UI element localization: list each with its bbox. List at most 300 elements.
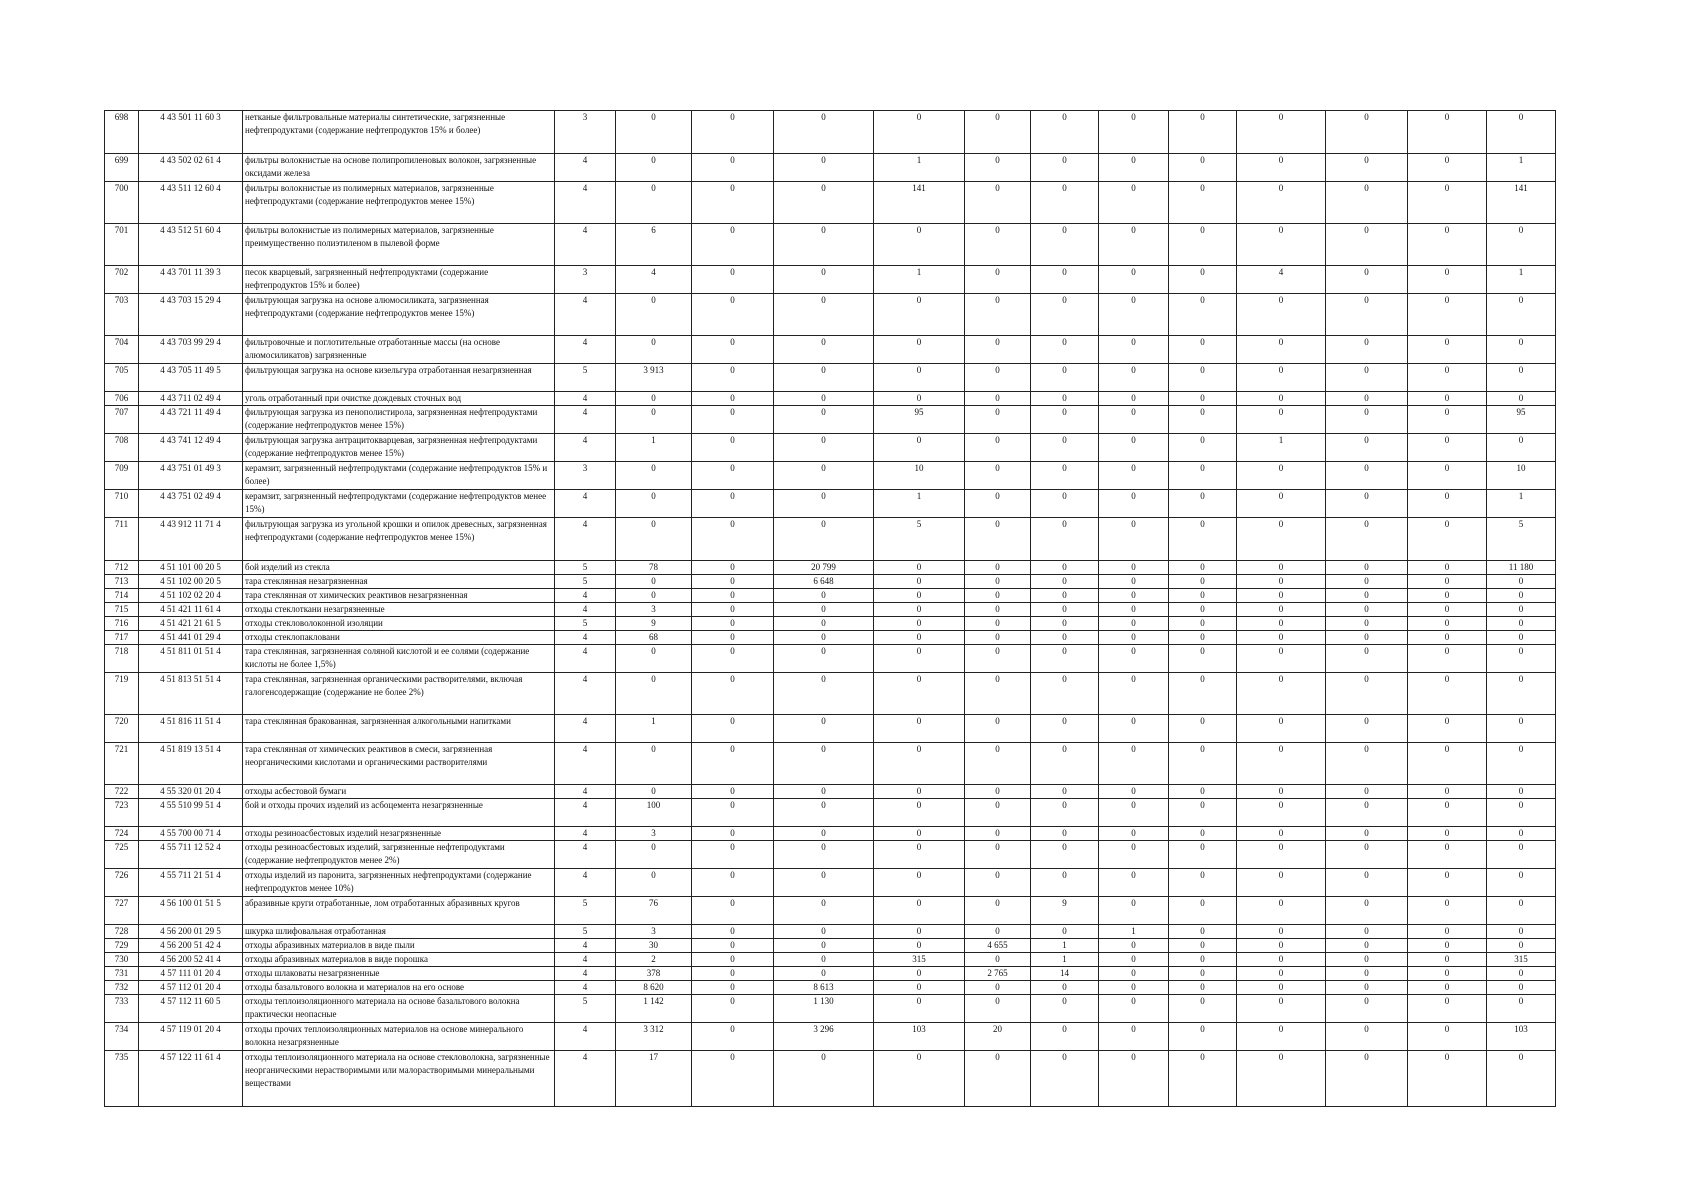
- value-cell: 4: [555, 434, 616, 462]
- value-cell: 0: [1326, 799, 1408, 827]
- value-cell: 0: [965, 897, 1031, 925]
- waste-code-cell: 4 56 100 01 51 5: [139, 897, 243, 925]
- value-cell: 0: [874, 897, 965, 925]
- value-cell: 0: [1031, 1051, 1099, 1107]
- value-cell: 0: [1031, 869, 1099, 897]
- value-cell: 0: [616, 392, 692, 406]
- waste-description-cell: тара стеклянная, загрязненная органическими растворителями, включая галогенсодержащие (содержание не более 2%): [243, 673, 555, 715]
- value-cell: 1: [874, 266, 965, 294]
- waste-description-cell: фильтры волокнистые на основе полипропиленовых волокон, загрязненные оксидами железа: [243, 154, 555, 182]
- value-cell: 0: [1099, 336, 1169, 364]
- value-cell: 0: [1031, 785, 1099, 799]
- value-cell: 0: [1408, 490, 1487, 518]
- value-cell: 1: [1237, 434, 1326, 462]
- value-cell: 0: [774, 645, 874, 673]
- row-number-cell: 735: [105, 1051, 139, 1107]
- waste-code-cell: 4 51 819 13 51 4: [139, 743, 243, 785]
- value-cell: 1: [616, 715, 692, 743]
- value-cell: 0: [1487, 897, 1556, 925]
- value-cell: 0: [1237, 182, 1326, 224]
- value-cell: 0: [1031, 981, 1099, 995]
- value-cell: 0: [1031, 490, 1099, 518]
- value-cell: 141: [874, 182, 965, 224]
- value-cell: 0: [1169, 490, 1237, 518]
- value-cell: 0: [965, 631, 1031, 645]
- value-cell: 0: [1326, 953, 1408, 967]
- value-cell: 0: [965, 266, 1031, 294]
- value-cell: 3: [555, 462, 616, 490]
- table-row: [105, 154, 1556, 182]
- value-cell: 0: [616, 111, 692, 154]
- value-cell: 0: [774, 490, 874, 518]
- value-cell: 0: [965, 364, 1031, 392]
- row-number-cell: 729: [105, 939, 139, 953]
- table-row: [105, 827, 1556, 841]
- table-row: [105, 841, 1556, 869]
- value-cell: 315: [874, 953, 965, 967]
- value-cell: 0: [874, 715, 965, 743]
- value-cell: 0: [1169, 462, 1237, 490]
- value-cell: 0: [1031, 1023, 1099, 1051]
- value-cell: 1: [1031, 939, 1099, 953]
- value-cell: 0: [1031, 589, 1099, 603]
- value-cell: 0: [692, 645, 774, 673]
- value-cell: 0: [1237, 967, 1326, 981]
- waste-description-cell: фильтрующая загрузка на основе кизельгура отработанная незагрязненная: [243, 364, 555, 392]
- waste-code-cell: 4 56 200 51 42 4: [139, 939, 243, 953]
- value-cell: 0: [965, 715, 1031, 743]
- value-cell: 0: [1237, 224, 1326, 266]
- value-cell: 4: [555, 518, 616, 561]
- row-number-cell: 730: [105, 953, 139, 967]
- value-cell: 0: [874, 631, 965, 645]
- value-cell: 1 130: [774, 995, 874, 1023]
- value-cell: 0: [774, 925, 874, 939]
- value-cell: 0: [616, 490, 692, 518]
- value-cell: 0: [692, 967, 774, 981]
- value-cell: 0: [1169, 294, 1237, 336]
- value-cell: 0: [774, 294, 874, 336]
- row-number-cell: 699: [105, 154, 139, 182]
- value-cell: 0: [1237, 336, 1326, 364]
- value-cell: 4: [555, 224, 616, 266]
- value-cell: 0: [1169, 518, 1237, 561]
- value-cell: 0: [1099, 897, 1169, 925]
- value-cell: 0: [965, 785, 1031, 799]
- value-cell: 0: [1326, 925, 1408, 939]
- row-number-cell: 731: [105, 967, 139, 981]
- value-cell: 0: [1169, 111, 1237, 154]
- waste-code-cell: 4 43 912 11 71 4: [139, 518, 243, 561]
- value-cell: 0: [1408, 715, 1487, 743]
- value-cell: 0: [965, 673, 1031, 715]
- value-cell: 0: [1099, 995, 1169, 1023]
- waste-code-cell: 4 57 112 01 20 4: [139, 981, 243, 995]
- value-cell: 0: [874, 392, 965, 406]
- waste-description-cell: песок кварцевый, загрязненный нефтепродуктами (содержание нефтепродуктов 15% и более): [243, 266, 555, 294]
- table-row: [105, 981, 1556, 995]
- waste-description-cell: уголь отработанный при очистке дождевых сточных вод: [243, 392, 555, 406]
- value-cell: 4: [555, 603, 616, 617]
- waste-description-cell: отходы изделий из паронита, загрязненных нефтепродуктами (содержание нефтепродуктов менее 10%): [243, 869, 555, 897]
- value-cell: 0: [1237, 392, 1326, 406]
- value-cell: 0: [1099, 631, 1169, 645]
- value-cell: 0: [692, 603, 774, 617]
- value-cell: 0: [692, 462, 774, 490]
- waste-description-cell: отходы абразивных материалов в виде порошка: [243, 953, 555, 967]
- table-row: [105, 462, 1556, 490]
- row-number-cell: 719: [105, 673, 139, 715]
- value-cell: 0: [1031, 406, 1099, 434]
- value-cell: 0: [692, 182, 774, 224]
- value-cell: 0: [965, 995, 1031, 1023]
- value-cell: 0: [692, 490, 774, 518]
- row-number-cell: 722: [105, 785, 139, 799]
- value-cell: 0: [692, 266, 774, 294]
- value-cell: 0: [1031, 434, 1099, 462]
- value-cell: 0: [1099, 1051, 1169, 1107]
- value-cell: 0: [1487, 617, 1556, 631]
- value-cell: 0: [1326, 182, 1408, 224]
- waste-code-cell: 4 56 200 01 29 5: [139, 925, 243, 939]
- value-cell: 0: [1408, 925, 1487, 939]
- waste-code-cell: 4 51 441 01 29 4: [139, 631, 243, 645]
- value-cell: 0: [1487, 589, 1556, 603]
- value-cell: 0: [1237, 631, 1326, 645]
- value-cell: 0: [965, 799, 1031, 827]
- waste-description-cell: бой и отходы прочих изделий из асбоцемента незагрязненные: [243, 799, 555, 827]
- waste-code-cell: 4 57 119 01 20 4: [139, 1023, 243, 1051]
- value-cell: 0: [874, 589, 965, 603]
- value-cell: 0: [1169, 561, 1237, 575]
- waste-description-cell: отходы стекловолоконной изоляции: [243, 617, 555, 631]
- value-cell: 4: [555, 406, 616, 434]
- value-cell: 0: [965, 224, 1031, 266]
- value-cell: 0: [1031, 575, 1099, 589]
- value-cell: 0: [1326, 392, 1408, 406]
- value-cell: 4: [555, 336, 616, 364]
- waste-code-cell: 4 55 711 12 52 4: [139, 841, 243, 869]
- value-cell: 4: [555, 589, 616, 603]
- value-cell: 0: [1326, 294, 1408, 336]
- value-cell: 0: [1237, 294, 1326, 336]
- value-cell: 0: [1487, 799, 1556, 827]
- value-cell: 3: [616, 925, 692, 939]
- value-cell: 3: [616, 827, 692, 841]
- value-cell: 0: [1408, 869, 1487, 897]
- value-cell: 0: [1326, 462, 1408, 490]
- value-cell: 0: [692, 715, 774, 743]
- waste-code-cell: 4 56 200 52 41 4: [139, 953, 243, 967]
- value-cell: 0: [1099, 462, 1169, 490]
- value-cell: 0: [692, 631, 774, 645]
- value-cell: 0: [1031, 631, 1099, 645]
- value-cell: 0: [1031, 154, 1099, 182]
- value-cell: 0: [1169, 266, 1237, 294]
- value-cell: 0: [1487, 224, 1556, 266]
- value-cell: 0: [874, 743, 965, 785]
- value-cell: 0: [774, 434, 874, 462]
- value-cell: 0: [965, 953, 1031, 967]
- value-cell: 0: [692, 869, 774, 897]
- value-cell: 0: [1408, 111, 1487, 154]
- value-cell: 0: [1169, 715, 1237, 743]
- table-row: [105, 224, 1556, 266]
- value-cell: 0: [1326, 490, 1408, 518]
- value-cell: 0: [1408, 981, 1487, 995]
- value-cell: 0: [1326, 575, 1408, 589]
- value-cell: 0: [1099, 617, 1169, 631]
- value-cell: 315: [1487, 953, 1556, 967]
- value-cell: 0: [965, 294, 1031, 336]
- value-cell: 0: [1326, 111, 1408, 154]
- value-cell: 0: [692, 518, 774, 561]
- row-number-cell: 716: [105, 617, 139, 631]
- value-cell: 0: [874, 617, 965, 631]
- waste-description-cell: фильтры волокнистые из полимерных материалов, загрязненные преимущественно полиэтиленом в пылевой форме: [243, 224, 555, 266]
- value-cell: 0: [874, 434, 965, 462]
- value-cell: 4: [555, 785, 616, 799]
- value-cell: 0: [874, 925, 965, 939]
- value-cell: 4: [555, 743, 616, 785]
- value-cell: 0: [1326, 939, 1408, 953]
- value-cell: 0: [1237, 953, 1326, 967]
- value-cell: 0: [692, 939, 774, 953]
- value-cell: 0: [1408, 575, 1487, 589]
- value-cell: 0: [874, 336, 965, 364]
- value-cell: 0: [1031, 743, 1099, 785]
- waste-description-cell: бой изделий из стекла: [243, 561, 555, 575]
- waste-code-cell: 4 51 102 00 20 5: [139, 575, 243, 589]
- row-number-cell: 712: [105, 561, 139, 575]
- waste-code-cell: 4 51 421 11 61 4: [139, 603, 243, 617]
- value-cell: 0: [774, 224, 874, 266]
- value-cell: 0: [774, 617, 874, 631]
- value-cell: 0: [1099, 561, 1169, 575]
- value-cell: 0: [965, 336, 1031, 364]
- value-cell: 0: [1487, 995, 1556, 1023]
- value-cell: 78: [616, 561, 692, 575]
- value-cell: 0: [616, 785, 692, 799]
- value-cell: 0: [1408, 224, 1487, 266]
- value-cell: 1: [1031, 953, 1099, 967]
- value-cell: 68: [616, 631, 692, 645]
- value-cell: 3: [616, 603, 692, 617]
- value-cell: 0: [616, 841, 692, 869]
- value-cell: 0: [1326, 1023, 1408, 1051]
- row-number-cell: 703: [105, 294, 139, 336]
- value-cell: 0: [692, 434, 774, 462]
- value-cell: 0: [616, 589, 692, 603]
- value-cell: 0: [774, 827, 874, 841]
- row-number-cell: 721: [105, 743, 139, 785]
- value-cell: 0: [1408, 266, 1487, 294]
- waste-description-cell: шкурка шлифовальная отработанная: [243, 925, 555, 939]
- value-cell: 0: [1169, 799, 1237, 827]
- value-cell: 0: [692, 841, 774, 869]
- value-cell: 0: [1099, 645, 1169, 673]
- value-cell: 0: [1237, 897, 1326, 925]
- value-cell: 0: [1031, 925, 1099, 939]
- table-row: [105, 392, 1556, 406]
- value-cell: 0: [1099, 434, 1169, 462]
- value-cell: 0: [1099, 603, 1169, 617]
- value-cell: 0: [616, 336, 692, 364]
- value-cell: 6: [616, 224, 692, 266]
- value-cell: 0: [965, 490, 1031, 518]
- value-cell: 0: [1031, 799, 1099, 827]
- table-row: [105, 575, 1556, 589]
- value-cell: 0: [965, 617, 1031, 631]
- value-cell: 0: [1237, 743, 1326, 785]
- value-cell: 0: [616, 645, 692, 673]
- value-cell: 0: [692, 1051, 774, 1107]
- value-cell: 0: [1237, 869, 1326, 897]
- value-cell: 0: [1099, 799, 1169, 827]
- table-row: [105, 589, 1556, 603]
- value-cell: 4: [555, 673, 616, 715]
- value-cell: 0: [1031, 111, 1099, 154]
- value-cell: 0: [1408, 462, 1487, 490]
- value-cell: 0: [774, 715, 874, 743]
- value-cell: 0: [1169, 967, 1237, 981]
- value-cell: 0: [1169, 589, 1237, 603]
- waste-code-cell: 4 43 751 02 49 4: [139, 490, 243, 518]
- value-cell: 0: [692, 294, 774, 336]
- value-cell: 0: [1408, 1023, 1487, 1051]
- value-cell: 0: [1326, 154, 1408, 182]
- value-cell: 0: [1487, 645, 1556, 673]
- value-cell: 0: [874, 673, 965, 715]
- value-cell: 0: [874, 939, 965, 953]
- value-cell: 0: [692, 673, 774, 715]
- value-cell: 0: [1487, 939, 1556, 953]
- row-number-cell: 724: [105, 827, 139, 841]
- value-cell: 30: [616, 939, 692, 953]
- value-cell: 5: [555, 617, 616, 631]
- value-cell: 0: [616, 462, 692, 490]
- value-cell: 0: [1487, 785, 1556, 799]
- value-cell: 0: [692, 953, 774, 967]
- value-cell: 0: [774, 266, 874, 294]
- value-cell: 0: [1326, 617, 1408, 631]
- value-cell: 0: [1169, 575, 1237, 589]
- value-cell: 0: [1169, 406, 1237, 434]
- row-number-cell: 709: [105, 462, 139, 490]
- value-cell: 103: [874, 1023, 965, 1051]
- value-cell: 0: [1169, 336, 1237, 364]
- value-cell: 0: [1031, 224, 1099, 266]
- value-cell: 0: [965, 434, 1031, 462]
- value-cell: 0: [1408, 673, 1487, 715]
- value-cell: 0: [1408, 561, 1487, 575]
- value-cell: 4: [555, 1023, 616, 1051]
- value-cell: 0: [692, 392, 774, 406]
- table-row: [105, 182, 1556, 224]
- waste-description-cell: отходы резиноасбестовых изделий незагрязненные: [243, 827, 555, 841]
- value-cell: 0: [1169, 1051, 1237, 1107]
- table-row: [105, 434, 1556, 462]
- value-cell: 0: [874, 561, 965, 575]
- row-number-cell: 725: [105, 841, 139, 869]
- value-cell: 0: [1169, 392, 1237, 406]
- value-cell: 0: [616, 406, 692, 434]
- value-cell: 0: [1031, 561, 1099, 575]
- waste-description-cell: отходы асбестовой бумаги: [243, 785, 555, 799]
- value-cell: 0: [965, 111, 1031, 154]
- row-number-cell: 733: [105, 995, 139, 1023]
- waste-code-cell: 4 43 703 15 29 4: [139, 294, 243, 336]
- waste-code-cell: 4 43 512 51 60 4: [139, 224, 243, 266]
- value-cell: 5: [874, 518, 965, 561]
- table-row: [105, 1051, 1556, 1107]
- value-cell: 2: [616, 953, 692, 967]
- value-cell: 0: [616, 182, 692, 224]
- waste-description-cell: фильтрующая загрузка антрацитокварцевая, загрязненная нефтепродуктами (содержание нефтепродуктов менее 15%): [243, 434, 555, 462]
- value-cell: 0: [616, 575, 692, 589]
- value-cell: 0: [1031, 673, 1099, 715]
- value-cell: 0: [1031, 715, 1099, 743]
- value-cell: 5: [555, 561, 616, 575]
- value-cell: 0: [774, 111, 874, 154]
- value-cell: 9: [1031, 897, 1099, 925]
- value-cell: 0: [1408, 518, 1487, 561]
- value-cell: 1: [1487, 154, 1556, 182]
- value-cell: 0: [1326, 364, 1408, 392]
- value-cell: 0: [692, 925, 774, 939]
- table-row: [105, 785, 1556, 799]
- row-number-cell: 728: [105, 925, 139, 939]
- table-row: [105, 869, 1556, 897]
- value-cell: 0: [1487, 364, 1556, 392]
- row-number-cell: 705: [105, 364, 139, 392]
- value-cell: 0: [1099, 575, 1169, 589]
- value-cell: 0: [1099, 785, 1169, 799]
- waste-description-cell: фильтровочные и поглотительные отработанные массы (на основе алюмосиликатов) загрязненные: [243, 336, 555, 364]
- value-cell: 0: [965, 743, 1031, 785]
- waste-code-cell: 4 43 705 11 49 5: [139, 364, 243, 392]
- value-cell: 4: [555, 490, 616, 518]
- waste-description-cell: отходы стеклоткани незагрязненные: [243, 603, 555, 617]
- value-cell: 4: [555, 1051, 616, 1107]
- value-cell: 0: [1169, 869, 1237, 897]
- value-cell: 3: [555, 111, 616, 154]
- value-cell: 0: [1169, 364, 1237, 392]
- row-number-cell: 704: [105, 336, 139, 364]
- value-cell: 0: [692, 981, 774, 995]
- value-cell: 0: [874, 841, 965, 869]
- value-cell: 0: [1169, 224, 1237, 266]
- value-cell: 0: [1408, 406, 1487, 434]
- value-cell: 0: [1237, 645, 1326, 673]
- value-cell: 0: [874, 224, 965, 266]
- value-cell: 0: [1326, 603, 1408, 617]
- row-number-cell: 734: [105, 1023, 139, 1051]
- value-cell: 0: [1169, 939, 1237, 953]
- value-cell: 0: [1408, 434, 1487, 462]
- value-cell: 0: [1237, 1051, 1326, 1107]
- waste-description-cell: фильтры волокнистые из полимерных материалов, загрязненные нефтепродуктами (содержание нефтепродуктов менее 15%): [243, 182, 555, 224]
- value-cell: 0: [874, 869, 965, 897]
- value-cell: 0: [616, 743, 692, 785]
- value-cell: 0: [774, 743, 874, 785]
- waste-description-cell: фильтрующая загрузка на основе алюмосиликата, загрязненная нефтепродуктами (содержание нефтепродуктов менее 15%): [243, 294, 555, 336]
- table-row: [105, 336, 1556, 364]
- value-cell: 0: [692, 785, 774, 799]
- waste-code-cell: 4 43 721 11 49 4: [139, 406, 243, 434]
- value-cell: 0: [1099, 490, 1169, 518]
- value-cell: 0: [1031, 995, 1099, 1023]
